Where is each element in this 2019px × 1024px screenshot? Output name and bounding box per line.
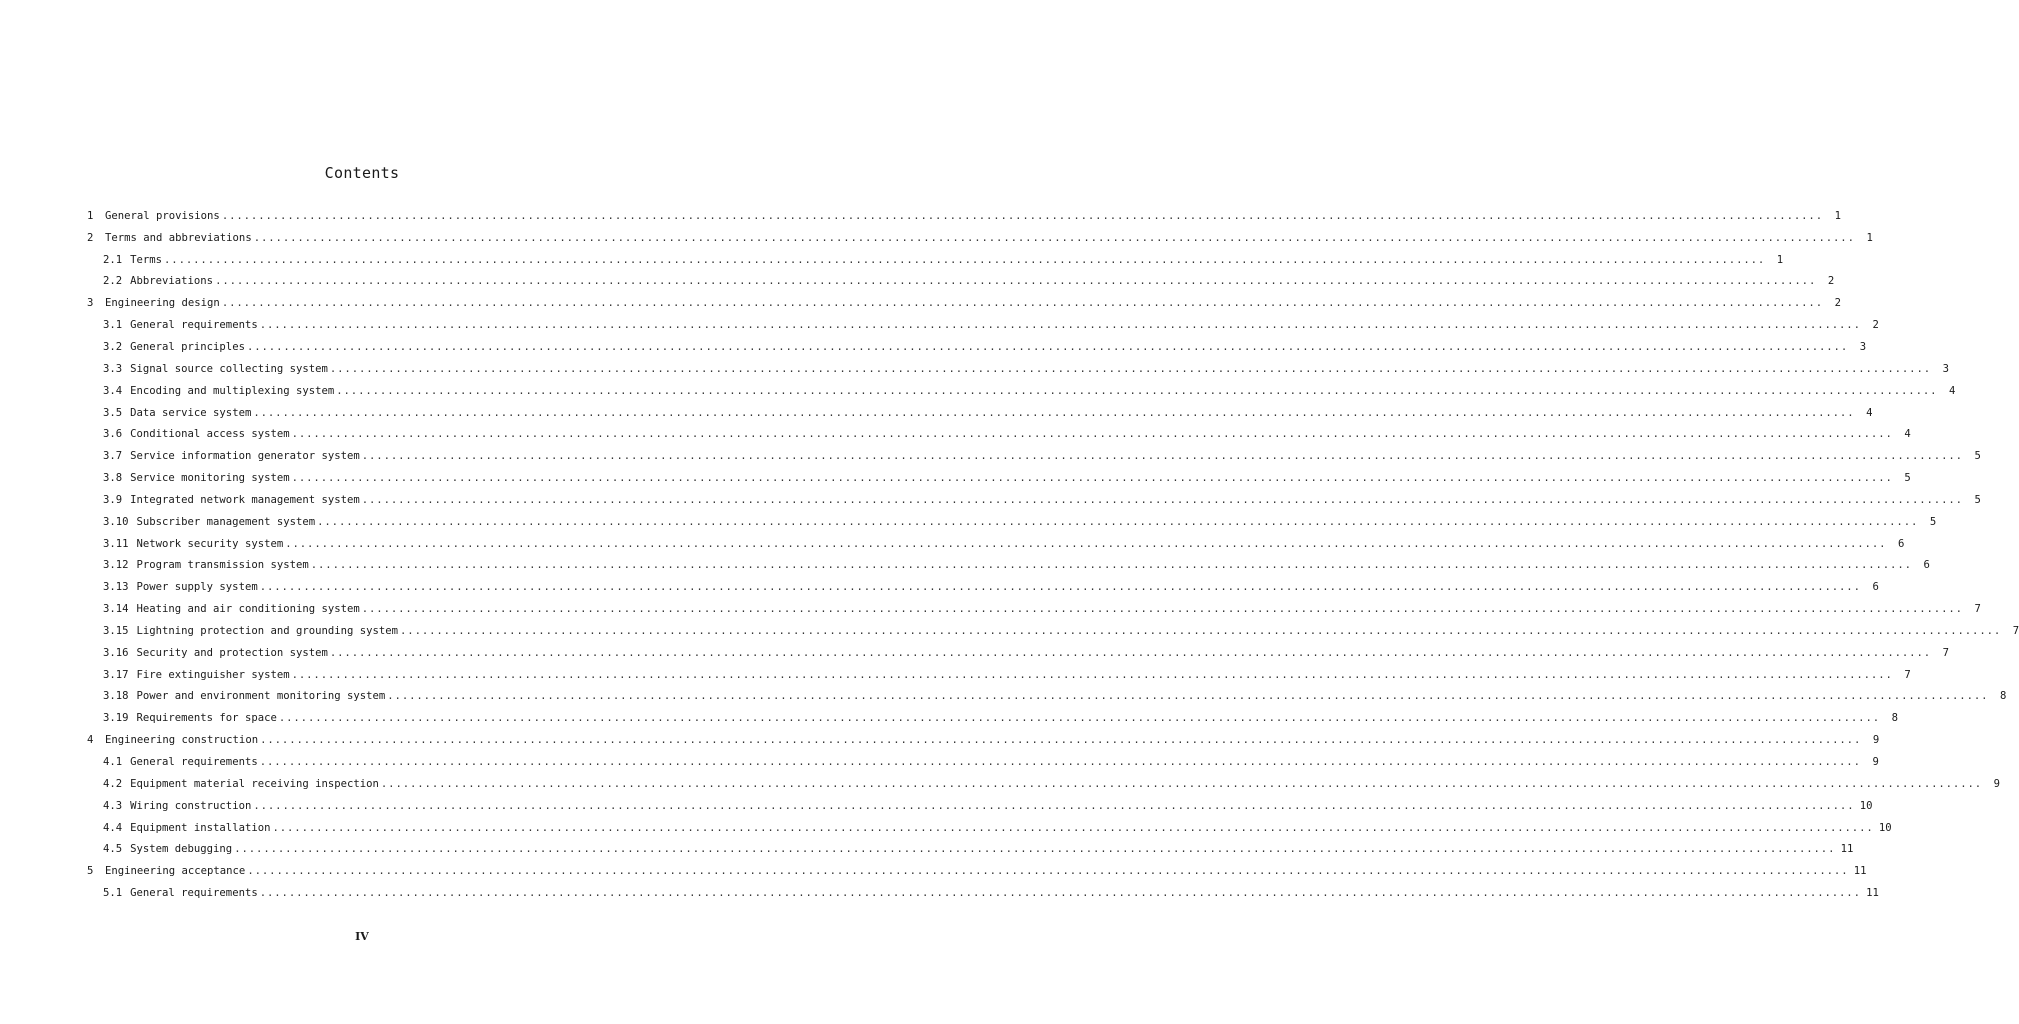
section-number: 2.2 [103, 275, 123, 288]
section-title: General requirements [130, 319, 258, 332]
toc-entry[interactable] [87, 314, 1879, 336]
page-reference: 4 [1866, 406, 1873, 419]
section-title: Security and protection system [136, 646, 328, 659]
dot-leader: ............................................................................................................................................................................................................................ [260, 734, 1862, 747]
dot-leader: ............................................................................................................................................................................................................................ [361, 450, 1963, 463]
dot-leader: ............................................................................................................................................................................................................................ [336, 384, 1938, 397]
page-reference: 7 [2012, 624, 2019, 637]
toc-entry[interactable] [87, 642, 1950, 664]
page-reference: 9 [1872, 756, 1879, 769]
toc-entry[interactable] [87, 795, 1873, 817]
section-title: Power supply system [136, 581, 258, 594]
section-title: General requirements [130, 756, 258, 769]
section-number: 3.13 [103, 581, 129, 594]
page-reference: 6 [1872, 581, 1879, 594]
section-number: 3.9 [103, 493, 123, 506]
page-reference: 11 [1840, 843, 1854, 856]
section-title: Signal source collecting system [130, 362, 328, 375]
toc-entry[interactable] [87, 227, 1873, 249]
toc-entry[interactable] [87, 751, 1879, 773]
section-number: 2 [87, 231, 94, 244]
section-number: 3.15 [103, 624, 129, 637]
section-number: 4.1 [103, 756, 123, 769]
page-reference: 6 [1897, 537, 1905, 550]
page-reference: 2 [1872, 319, 1879, 332]
dot-leader: ............................................................................................................................................................................................................................ [291, 472, 1893, 485]
section-number: 2.1 [103, 253, 123, 266]
section-title: Engineering design [105, 297, 220, 310]
table-of-contents [87, 205, 2019, 904]
dot-leader: ............................................................................................................................................................................................................................ [253, 406, 1855, 419]
section-number: 4.5 [103, 843, 123, 856]
section-number: 3.16 [103, 646, 129, 659]
dot-leader: ............................................................................................................................................................................................................................ [291, 428, 1893, 441]
section-number: 3.10 [103, 515, 129, 528]
dot-leader: ............................................................................................................................................................................................................................ [285, 537, 1887, 550]
dot-leader: ............................................................................................................................................................................................................................ [317, 515, 1919, 528]
toc-entry[interactable] [87, 620, 2019, 642]
section-title: General principles [130, 340, 245, 353]
dot-leader: ............................................................................................................................................................................................................................ [380, 777, 1983, 790]
dot-leader: ............................................................................................................................................................................................................................ [247, 865, 1849, 878]
toc-entry[interactable] [87, 555, 1930, 577]
section-title: Wiring construction [130, 799, 252, 812]
toc-entry[interactable] [87, 598, 1981, 620]
section-title: Conditional access system [130, 428, 290, 441]
toc-entry[interactable] [87, 489, 1981, 511]
dot-leader: ............................................................................................................................................................................................................................ [387, 690, 1989, 703]
dot-leader: ............................................................................................................................................................................................................................ [234, 843, 1836, 856]
dot-leader: ............................................................................................................................................................................................................................ [361, 603, 1963, 616]
page-reference: 3 [1859, 340, 1867, 353]
dot-leader: ............................................................................................................................................................................................................................ [361, 493, 1963, 506]
toc-entry[interactable] [87, 533, 1905, 555]
toc-entry[interactable] [87, 882, 1879, 904]
section-title: Heating and air conditioning system [136, 603, 360, 616]
toc-entry[interactable] [87, 249, 1784, 271]
section-title: Network security system [136, 537, 284, 550]
section-number: 3.8 [103, 472, 123, 485]
dot-leader: ............................................................................................................................................................................................................................ [253, 231, 1855, 244]
section-title: Requirements for space [136, 712, 277, 725]
page-reference: 5 [1904, 472, 1911, 485]
section-number: 3.18 [103, 690, 129, 703]
section-title: Service information generator system [130, 450, 360, 463]
toc-entry[interactable] [87, 336, 1867, 358]
dot-leader: ............................................................................................................................................................................................................................ [259, 319, 1861, 332]
toc-entry[interactable] [87, 205, 1841, 227]
dot-leader: ............................................................................................................................................................................................................................ [278, 712, 1880, 725]
section-title: General requirements [130, 887, 258, 900]
section-number: 4.3 [103, 799, 123, 812]
section-number: 4 [87, 734, 94, 747]
page-reference: 7 [1904, 668, 1911, 681]
section-number: 3.4 [103, 384, 123, 397]
section-number: 3.11 [103, 537, 129, 550]
section-number: 4.2 [103, 777, 123, 790]
toc-entry[interactable] [87, 729, 1880, 751]
dot-leader: ............................................................................................................................................................................................................................ [164, 253, 1766, 266]
section-number: 3.7 [103, 450, 123, 463]
page-reference: 4 [1949, 384, 1956, 397]
section-number: 3.14 [103, 603, 129, 616]
toc-entry[interactable] [87, 358, 1950, 380]
section-title: Engineering acceptance [105, 865, 246, 878]
toc-entry[interactable] [87, 511, 1937, 533]
page-reference: 10 [1859, 799, 1873, 812]
section-title: Engineering construction [105, 734, 259, 747]
section-title: System debugging [130, 843, 233, 856]
toc-entry[interactable] [87, 686, 2007, 708]
section-number: 3.2 [103, 340, 123, 353]
section-title: Terms [130, 253, 163, 266]
page-reference: 6 [1923, 559, 1930, 572]
section-number: 1 [87, 209, 94, 222]
section-title: Encoding and multiplexing system [130, 384, 335, 397]
section-number: 3 [87, 297, 94, 310]
page-reference: 4 [1904, 428, 1911, 441]
page-reference: 8 [1891, 712, 1898, 725]
dot-leader: ............................................................................................................................................................................................................................ [329, 646, 1932, 659]
section-title: Power and environment monitoring system [136, 690, 386, 703]
page-reference: 8 [2000, 690, 2007, 703]
page-reference: 7 [1942, 646, 1950, 659]
toc-entry[interactable] [87, 817, 1892, 839]
page-reference: 3 [1942, 362, 1950, 375]
toc-entry[interactable] [87, 467, 1911, 489]
dot-leader: ............................................................................................................................................................................................................................ [221, 209, 1823, 222]
toc-entry[interactable] [87, 773, 2001, 795]
page-reference: 5 [1929, 515, 1937, 528]
page-reference: 1 [1776, 253, 1784, 266]
dot-leader: ............................................................................................................................................................................................................................ [329, 362, 1932, 375]
section-title: Service monitoring system [130, 472, 290, 485]
page-number: IV [355, 930, 369, 943]
toc-entry[interactable] [87, 860, 1867, 882]
section-title: Fire extinguisher system [136, 668, 290, 681]
toc-entry[interactable] [87, 445, 1981, 467]
page-reference: 11 [1866, 887, 1879, 900]
page-reference: 2 [1834, 297, 1841, 310]
section-title: Equipment material receiving inspection [130, 777, 379, 790]
section-title: Equipment installation [130, 821, 271, 834]
toc-entry[interactable] [87, 707, 1898, 729]
section-number: 5 [87, 865, 94, 878]
page-reference: 5 [1974, 450, 1981, 463]
page-reference: 10 [1878, 821, 1892, 834]
section-title: General provisions [105, 209, 220, 222]
dot-leader: ............................................................................................................................................................................................................................ [253, 799, 1855, 812]
toc-entry[interactable] [87, 380, 1956, 402]
toc-entry[interactable] [87, 576, 1879, 598]
dot-leader: ............................................................................................................................................................................................................................ [221, 297, 1823, 310]
toc-entry[interactable] [87, 838, 1854, 860]
toc-entry[interactable] [87, 402, 1873, 424]
page-reference: 7 [1974, 603, 1981, 616]
section-number: 3.12 [103, 559, 129, 572]
page-title: Contents [324, 164, 400, 182]
page-reference: 1 [1834, 209, 1841, 222]
dot-leader: ............................................................................................................................................................................................................................ [310, 559, 1912, 572]
toc-entry[interactable] [87, 271, 1835, 293]
toc-entry[interactable] [87, 423, 1911, 445]
section-number: 3.5 [103, 406, 123, 419]
page-reference: 11 [1853, 865, 1867, 878]
page-reference: 9 [1993, 777, 2001, 790]
dot-leader: ............................................................................................................................................................................................................................ [259, 887, 1861, 900]
section-number: 3.6 [103, 428, 123, 441]
section-title: Abbreviations [130, 275, 214, 288]
section-title: Lightning protection and grounding system [136, 624, 399, 637]
page-reference: 2 [1827, 275, 1835, 288]
section-number: 3.17 [103, 668, 129, 681]
dot-leader: ............................................................................................................................................................................................................................ [246, 340, 1849, 353]
section-title: Integrated network management system [130, 493, 360, 506]
toc-entry[interactable] [87, 664, 1911, 686]
dot-leader: ............................................................................................................................................................................................................................ [272, 821, 1874, 834]
section-number: 3.3 [103, 362, 123, 375]
section-number: 3.19 [103, 712, 129, 725]
toc-entry[interactable] [87, 292, 1841, 314]
section-title: Data service system [130, 406, 252, 419]
page-reference: 5 [1974, 493, 1981, 506]
dot-leader: ............................................................................................................................................................................................................................ [215, 275, 1817, 288]
section-title: Program transmission system [136, 559, 309, 572]
dot-leader: ............................................................................................................................................................................................................................ [259, 581, 1861, 594]
dot-leader: ............................................................................................................................................................................................................................ [259, 756, 1861, 769]
section-title: Subscriber management system [136, 515, 316, 528]
section-number: 5.1 [103, 887, 123, 900]
dot-leader: ............................................................................................................................................................................................................................ [291, 668, 1893, 681]
page-reference: 9 [1872, 734, 1880, 747]
section-title: Terms and abbreviations [105, 231, 252, 244]
section-number: 3.1 [103, 319, 123, 332]
dot-leader: ............................................................................................................................................................................................................................ [400, 624, 2002, 637]
page-reference: 1 [1866, 231, 1873, 244]
section-number: 4.4 [103, 821, 123, 834]
